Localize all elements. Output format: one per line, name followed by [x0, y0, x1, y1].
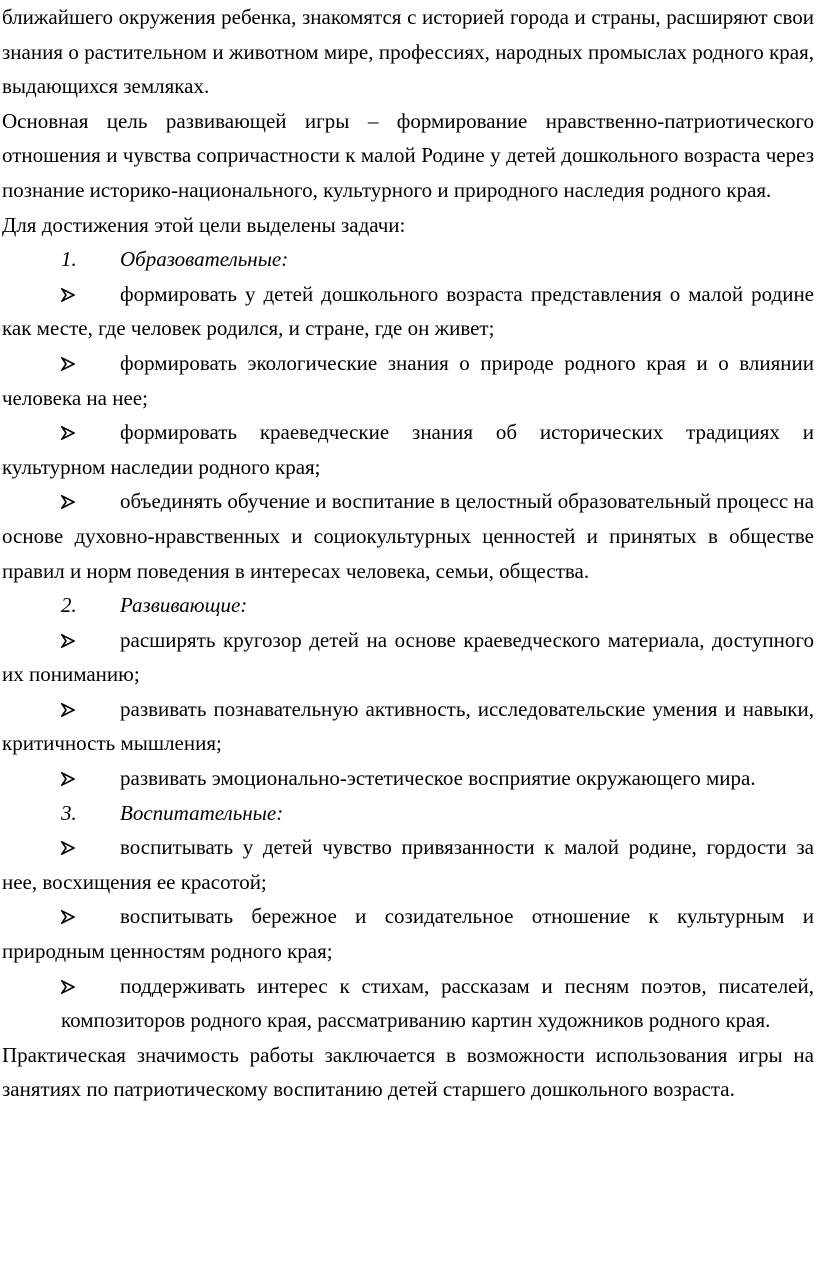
arrow-bullet-icon: [61, 692, 85, 727]
list-item-text: развивать эмоционально-эстетическое восприятие окружающего мира.: [120, 766, 756, 791]
section-developing: [2, 588, 814, 796]
arrow-bullet-icon: [61, 899, 85, 934]
list-item-text: развивать познавательную активность, исследовательские умения и навыки, критичность мышления;: [2, 696, 814, 756]
arrow-bullet-icon: [61, 346, 85, 381]
practical-paragraph: Практическая значимость работы заключается в возможности использования игры на занятиях по патриотическому воспитанию детей старшего дошкольного возраста.: [2, 1042, 814, 1102]
list-item-text: воспитывать бережное и созидательное отношение к культурным и природным ценностям родного края;: [2, 904, 814, 964]
section-heading: [2, 796, 814, 831]
arrow-bullet-icon: [61, 484, 85, 519]
arrow-bullet-icon: [61, 277, 85, 312]
section-title: Воспитательные:: [120, 800, 284, 825]
list-item-text: объединять обучение и воспитание в целостный образовательный процесс на основе духовно-нравственных и социокультурных ценностей и принятых в обществе правил и норм поведения в интересах человека, семьи, общества.: [2, 489, 814, 583]
arrow-bullet-icon: [61, 415, 85, 450]
list-item-text: расширять кругозор детей на основе краеведческого материала, доступного их пониманию;: [2, 627, 814, 687]
section-number: 2.: [61, 593, 77, 618]
list-item: [2, 830, 814, 899]
list-item: [2, 484, 814, 588]
list-item-text: формировать у детей дошкольного возраста представления о малой родине как месте, где человек родился, и стране, где он живет;: [2, 281, 814, 341]
list-item: [2, 761, 814, 796]
list-item: [2, 277, 814, 346]
section-heading: [2, 588, 814, 623]
list-item-text: поддерживать интерес к стихам, рассказам и песням поэтов, писателей, композиторов родного края, рассматриванию картин художников родного края.: [61, 973, 814, 1033]
list-item-text: формировать краеведческие знания об исторических традициях и культурном наследии родного края;: [2, 420, 814, 479]
list-item: [2, 346, 814, 415]
arrow-bullet-icon: [61, 623, 85, 658]
arrow-bullet-icon: [61, 830, 85, 865]
section-number: 3.: [61, 800, 77, 825]
section-number: 1.: [61, 247, 77, 272]
section-title: Развивающие:: [120, 593, 248, 618]
list-item-text: формировать экологические знания о природе родного края и о влиянии человека на нее;: [2, 350, 814, 410]
document-page: [2, 0, 814, 1107]
list-item-text: воспитывать у детей чувство привязанности к малой родине, гордости за нее, восхищения ее красотой;: [2, 835, 814, 894]
section-educational: [2, 242, 814, 588]
arrow-bullet-icon: [61, 969, 85, 1004]
section-title: Образовательные:: [120, 247, 289, 272]
goal-paragraph: Основная цель развивающей игры – формирование нравственно-патриотического отношения и чувства сопричастности к малой Родине у детей дошкольного возраста через познание историко-национального, культурного и природного наследия родного края.: [2, 108, 814, 202]
arrow-bullet-icon: [61, 761, 85, 796]
tasks-intro: Для достижения этой цели выделены задачи:: [2, 212, 406, 237]
list-item: [2, 899, 814, 968]
list-item: [2, 623, 814, 692]
list-item: [2, 969, 814, 1038]
list-item: [2, 415, 814, 484]
list-item: [2, 692, 814, 761]
section-upbringing: [2, 796, 814, 1038]
intro-paragraph: ближайшего окружения ребенка, знакомятся с историей города и страны, расширяют свои знания о растительном и животном мире, профессиях, народных промыслах родного края, выдающихся земляках.: [2, 5, 814, 99]
section-heading: [2, 242, 814, 277]
